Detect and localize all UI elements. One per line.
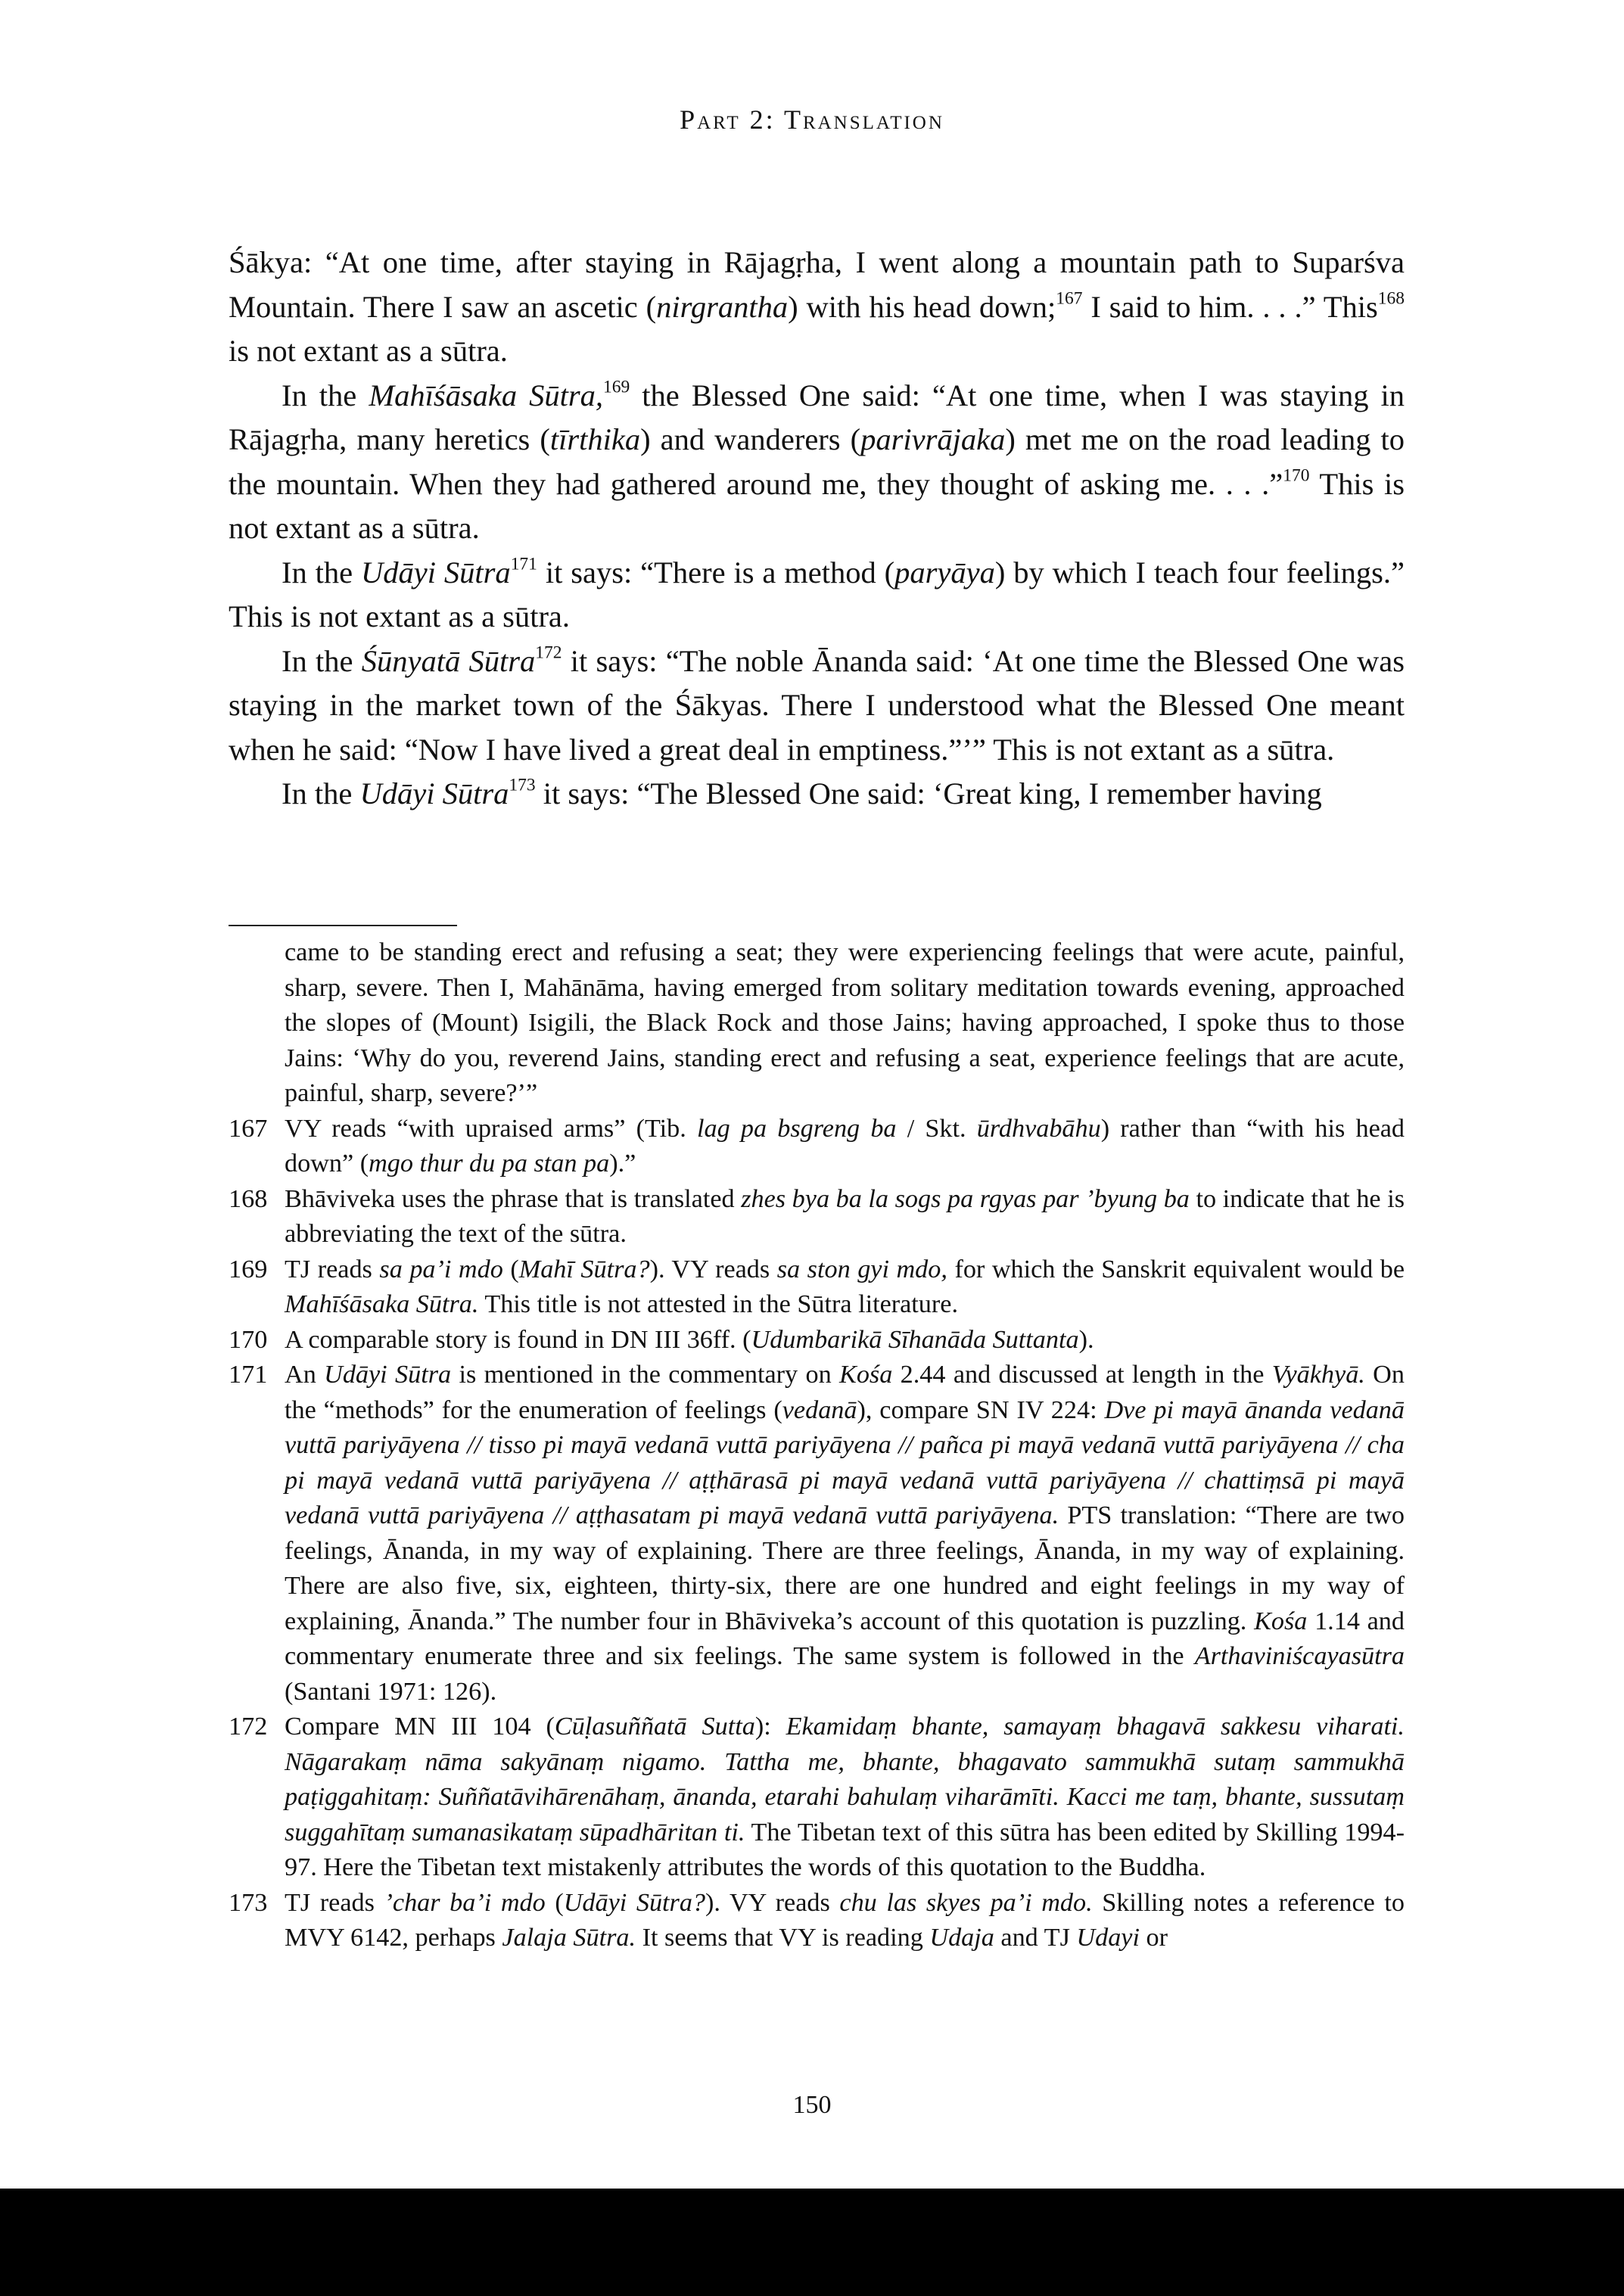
text-run: / Skt. (896, 1114, 977, 1143)
text-run: it says: “The noble Ānanda said: ‘At one time the Blessed One was staying in the market town of the Śākyas. There I understood what the Blessed One meant when he said: “Now I have lived a great deal in emptiness.”’” This is not extant as a sūtra. (229, 643, 1405, 767)
text-run: TJ reads (285, 1255, 380, 1283)
text-run: On the “methods” for the enumeration of feelings ( (285, 1361, 1405, 1424)
footnote-text (285, 1886, 1405, 1956)
italic-term: Dve pi mayā ānanda vedanā vuttā pariyāyena // tisso pi mayā vedanā vuttā pariyāyena // pañca pi mayā vedanā vuttā pariyāyena // cha pi mayā vedanā vuttā pariyāyena // aṭṭhārasā pi mayā vedanā vuttā pariyāyena // chattiṃsā pi mayā vedanā vuttā pariyāyena // aṭṭhasatam pi mayā vedanā vuttā pariyāyena. (285, 1395, 1405, 1529)
italic-term: Udayi (1076, 1924, 1140, 1952)
text-run: ). VY reads (649, 1255, 777, 1283)
text-run: ) and wanderers ( (640, 422, 861, 456)
italic-term: nirgrantha (656, 289, 789, 324)
footnote-number: 172 (229, 1713, 268, 1741)
footnote-text (285, 1358, 1405, 1710)
italic-term: Jalaja Sūtra. (502, 1924, 636, 1952)
text-run: ( (545, 1888, 564, 1917)
text-run: ) with his head down; (788, 289, 1056, 324)
text-run: Skilling notes a reference to MVY 6142, perhaps (285, 1888, 1405, 1952)
footnotes (229, 935, 1405, 1956)
text-run: ) rather than “with his head down” ( (285, 1114, 1405, 1178)
text-run: TJ reads (285, 1888, 384, 1917)
italic-term: Udāyi Sūtra? (563, 1888, 706, 1917)
text-run: ).” (609, 1150, 636, 1178)
footnote-reference: 172 (535, 642, 562, 662)
text-run: ): (754, 1713, 786, 1741)
italic-term: Kośa (1254, 1607, 1308, 1635)
italic-term: lag pa bsgreng ba (696, 1114, 897, 1143)
text-run: ). VY reads (705, 1888, 840, 1917)
italic-term: tīrthika (549, 422, 641, 456)
running-head: Part 2: Translation (680, 104, 944, 135)
footnote-continuation (229, 935, 1405, 1112)
footnote-reference: 173 (509, 775, 536, 795)
italic-term: zhes bya ba la sogs pa rgyas par ’byung ba (741, 1184, 1190, 1213)
text-run: This title is not attested in the Sūtra literature. (478, 1290, 959, 1318)
footnote-text (285, 1323, 1405, 1358)
italic-term: chu las skyes pa’i mdo. (839, 1888, 1093, 1917)
italic-term: Udaja (929, 1924, 994, 1952)
italic-term: Arthaviniścayasūtra (1194, 1642, 1405, 1670)
main-text (229, 241, 1405, 817)
italic-term: Cūḷasuññatā Sutta (554, 1713, 755, 1741)
text-run: In the (282, 776, 360, 810)
footnote-number: 169 (229, 1255, 268, 1283)
footnote-170 (229, 1323, 1405, 1358)
text-run: Śākya: “At one time, after staying in Rājagṛha, I went along a mountain path to Suparśva Mountain. There I saw an ascetic ( (229, 245, 1405, 324)
text-run: In the (282, 555, 362, 590)
footnote-number: 171 (229, 1361, 268, 1389)
footnote-173 (229, 1886, 1405, 1956)
footnote-171 (229, 1358, 1405, 1710)
italic-term: sa pa’i mdo (379, 1255, 503, 1283)
text-run: and TJ (994, 1924, 1077, 1952)
footnote-number: 170 (229, 1325, 268, 1354)
text-run: (Santani 1971: 126). (285, 1677, 497, 1706)
text-run: is mentioned in the commentary on (451, 1361, 840, 1389)
page-number: 150 (792, 2091, 832, 2119)
text-run: The Tibetan text of this sūtra has been edited by Skilling 1994-97. Here the Tibetan text mistakenly attributes the words of this quotation to the Buddha. (285, 1818, 1405, 1881)
footnote-text (285, 1182, 1405, 1252)
italic-term: ’char ba’i mdo (384, 1888, 546, 1917)
footnote-reference: 168 (1377, 288, 1405, 308)
footnote-169 (229, 1252, 1405, 1323)
italic-term: Udāyi Sūtra (359, 776, 509, 810)
italic-term: Ekamidaṃ bhante, samayaṃ bhagavā sakkesu viharati. Nāgarakaṃ nāma sakyānaṃ nigamo. Tattha me, bhante, bhagavato sammukhā sutaṃ sammukhā paṭiggahitaṃ: Suññatāvihārenāhaṃ, ānanda, etarahi bahulaṃ viharāmīti. Kacci me taṃ, bhante, sussutaṃ suggahītaṃ sumanasikataṃ sūpadhāritan ti. (285, 1713, 1405, 1846)
text-run: Compare MN III 104 ( (285, 1713, 555, 1741)
bottom-scan-band (0, 2189, 1624, 2296)
text-run: ), compare SN IV 224: (857, 1395, 1105, 1424)
text-run: ). (1078, 1325, 1094, 1354)
text-run: came to be standing erect and refusing a seat; they were experiencing feelings that were acute, painful, sharp, severe. Then I, Mahānāma, having emerged from solitary meditation towards evening, approached the slopes of (Mount) Isigili, the Black Rock and those Jains; having approached, I spoke thus to those Jains: ‘Why do you, reverend Jains, standing erect and refusing a seat, experience feelings that are acute, painful, sharp, severe?’” (285, 938, 1405, 1107)
paragraph (229, 374, 1405, 551)
footnote-number: 168 (229, 1184, 268, 1213)
italic-term: Śūnyatā Sūtra (361, 643, 536, 678)
paragraph (229, 772, 1405, 817)
italic-term: Mahīśāsaka Sūtra. (285, 1290, 479, 1318)
text-run: In the (282, 378, 369, 412)
text-run: VY reads “with upraised arms” (Tib. (285, 1114, 697, 1143)
text-run: for which the Sanskrit equivalent would be (947, 1255, 1405, 1283)
italic-term: Mahī Sūtra? (518, 1255, 650, 1283)
text-run: or (1139, 1924, 1168, 1952)
footnote-reference: 169 (603, 376, 630, 397)
text-run: to indicate that he is abbreviating the text of the sūtra. (285, 1184, 1405, 1248)
text-run: the Blessed One said: “At one time, when I was staying in Rājagṛha, many heretics ( (229, 378, 1405, 456)
paragraph (229, 639, 1405, 773)
italic-term: vedanā (782, 1395, 857, 1424)
footnote-reference: 171 (510, 553, 537, 574)
text-run: it says: “The Blessed One said: ‘Great king, I remember having (535, 776, 1322, 810)
paragraph (229, 241, 1405, 374)
footnote-168 (229, 1182, 1405, 1252)
text-run: PTS translation: “There are two feelings, Ānanda, in my way of explaining. There are three feelings, Ānanda, in my way of explaining. There are also five, six, eighteen, thirty-six, there are one hundred and eight feelings in my way of explaining, Ānanda.” The number four in Bhāviveka’s account of this quotation is puzzling. (285, 1501, 1405, 1635)
footnote-reference: 167 (1056, 288, 1083, 308)
text-run: In the (282, 643, 362, 678)
text-run: 2.44 and discussed at length in the (892, 1361, 1272, 1389)
text-run: I said to him. . . .” This (1082, 289, 1378, 324)
italic-term: Udāyi Sūtra (361, 555, 511, 590)
paragraph (229, 551, 1405, 639)
italic-term: sa ston gyi mdo, (776, 1255, 947, 1283)
text-run: 1.14 and commentary enumerate three and six feelings. The same system is followed in the (285, 1607, 1405, 1670)
italic-term: Vyākhyā. (1271, 1361, 1365, 1389)
footnote-text (285, 1710, 1405, 1886)
text-run: ) by which I teach four feelings.” This is not extant as a sūtra. (229, 555, 1405, 633)
footnote-text (285, 1252, 1405, 1323)
italic-term: Udumbarikā Sīhanāda Suttanta (751, 1325, 1079, 1354)
text-run: An (285, 1361, 325, 1389)
text-run: ) met me on the road leading to the mountain. When they had gathered around me, they thought of asking me. . . .” (229, 422, 1405, 501)
italic-term: Mahīśāsaka Sūtra, (369, 378, 604, 412)
italic-term: ūrdhvabāhu (976, 1114, 1101, 1143)
italic-term: mgo thur du pa stan pa (369, 1150, 610, 1178)
footnote-rule (229, 925, 457, 926)
footnote-172 (229, 1710, 1405, 1886)
italic-term: Kośa (839, 1361, 893, 1389)
text-run: it says: “There is a method ( (537, 555, 895, 590)
italic-term: paryāya (894, 555, 995, 590)
italic-term: parivrājaka (860, 422, 1006, 456)
footnote-number: 167 (229, 1114, 268, 1143)
footnote-text (285, 1112, 1405, 1182)
text-run: Bhāviveka uses the phrase that is translated (285, 1184, 742, 1213)
footnote-167 (229, 1112, 1405, 1182)
italic-term: Udāyi Sūtra (324, 1361, 452, 1389)
footnote-number: 173 (229, 1888, 268, 1917)
text-run: is not extant as a sūtra. (229, 334, 508, 368)
text-run: A comparable story is found in DN III 36ff. ( (285, 1325, 751, 1354)
text-run: ( (502, 1255, 519, 1283)
footnote-reference: 170 (1283, 465, 1310, 485)
text-run: This is not extant as a sūtra. (229, 466, 1405, 545)
text-run: It seems that VY is reading (636, 1924, 930, 1952)
